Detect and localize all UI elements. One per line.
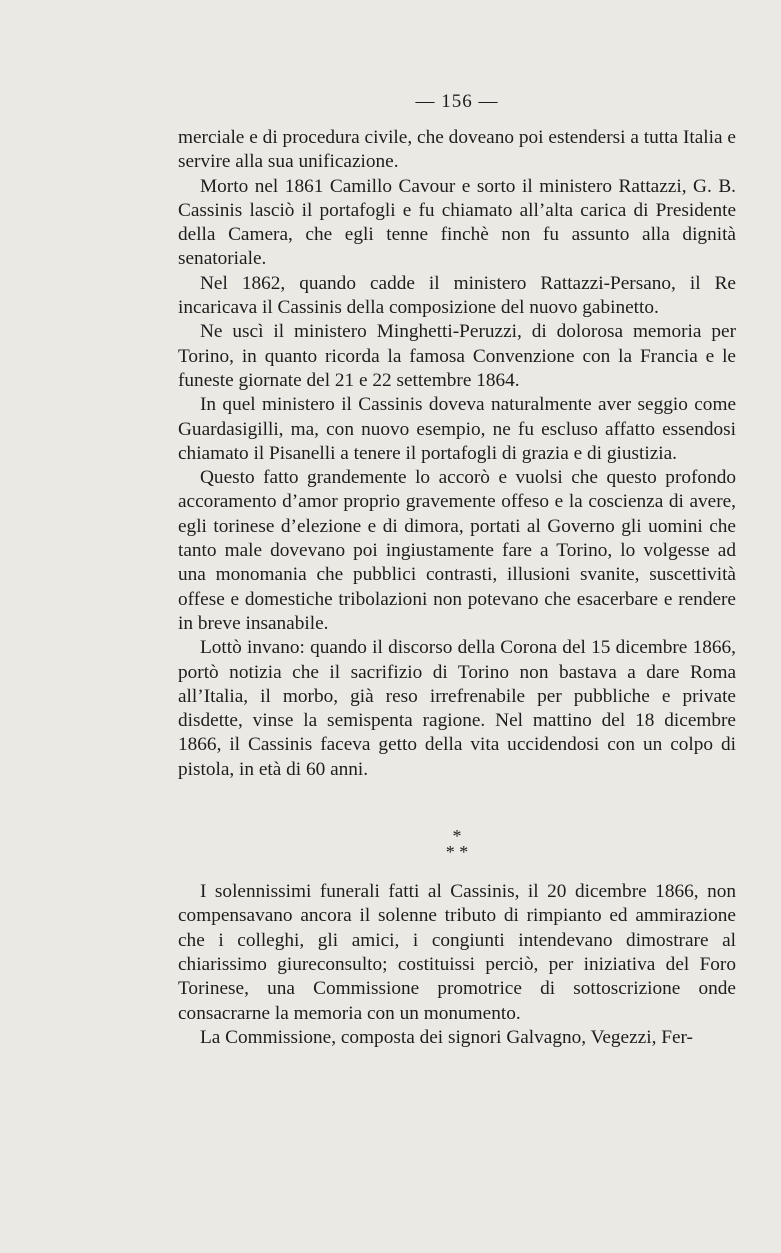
page-content bbox=[178, 88, 736, 1050]
page-number: — 156 — bbox=[415, 91, 499, 112]
section-separator-asterism bbox=[178, 826, 736, 863]
paragraph-1862-cabinet: Nel 1862, quando cadde il ministero Rattazzi-Persano, il Re incaricava il Cassinis della composizione del nuovo gabinetto. bbox=[178, 272, 736, 319]
paragraph-death: Lottò invano: quando il discorso della Corona del 15 dicembre 1866, portò notizia che il sacrifizio di Torino non bastava a dare Roma all’Italia, il morbo, già reso irrefrenabile per pubbliche e private disdette, vinse la semispenta ragione. Nel mattino del 18 dicembre 1866, il Cassinis faceva getto della vita uccidendosi con un colpo di pistola, in età di 60 anni. bbox=[178, 637, 736, 780]
paragraph-funerals: I solennissimi funerali fatti al Cassinis, il 20 dicembre 1866, non compensavano ancora il solenne tributo di rimpianto ed ammirazione che i colleghi, gli amici, i congiunti intendevano dimostrare al chiarissimo giureconsulto; costituissi perciò, per iniziativa del Foro Torinese, una Commissione promotrice di sottoscrizione onde consacrarne la memoria con un monumento. bbox=[178, 881, 736, 1024]
asterism-bottom: * * bbox=[445, 842, 469, 863]
paragraph-continuation: merciale e di procedura civile, che doveano poi estendersi a tutta Italia e servire alla sua unificazione. bbox=[178, 127, 736, 173]
paragraph-accoramento: Questo fatto grandemente lo accorò e vuolsi che questo profondo accoramento d’amor proprio gravemente offeso e la coscienza di avere, egli torinese d’elezione e di dimora, portati al Governo gli uomini che tanto male dovevano poi ingiustamente fare a Torino, lo volgesse ad una monomania che pubblici contrasti, illusioni svanite, suscettività offese e domestiche tribolazioni non potevano che esacerbare e rendere in breve insanabile. bbox=[178, 467, 736, 634]
paragraph-cavour-death: Morto nel 1861 Camillo Cavour e sorto il ministero Rattazzi, G. B. Cassinis lasciò il portafogli e fu chiamato all’alta carica di Presidente della Camera, che egli tenne finchè non fu assunto alla dignità senatoriale. bbox=[178, 175, 736, 270]
paragraph-commission: La Commissione, composta dei signori Galvagno, Vegezzi, Fer- bbox=[200, 1026, 693, 1048]
asterism-top: * bbox=[452, 826, 462, 847]
paragraph-minghetti-peruzzi: Ne uscì il ministero Minghetti-Peruzzi, di dolorosa memoria per Torino, in quanto ricorda la famosa Convenzione con la Francia e le funeste giornate del 21 e 22 settembre 1864. bbox=[178, 321, 736, 391]
paragraph-guardasigilli: In quel ministero il Cassinis doveva naturalmente aver seggio come Guardasigilli, ma, con nuovo esempio, ne fu escluso affatto essendosi chiamato il Pisanelli a tenere il portafogli di grazia e di giustizia. bbox=[178, 394, 736, 464]
